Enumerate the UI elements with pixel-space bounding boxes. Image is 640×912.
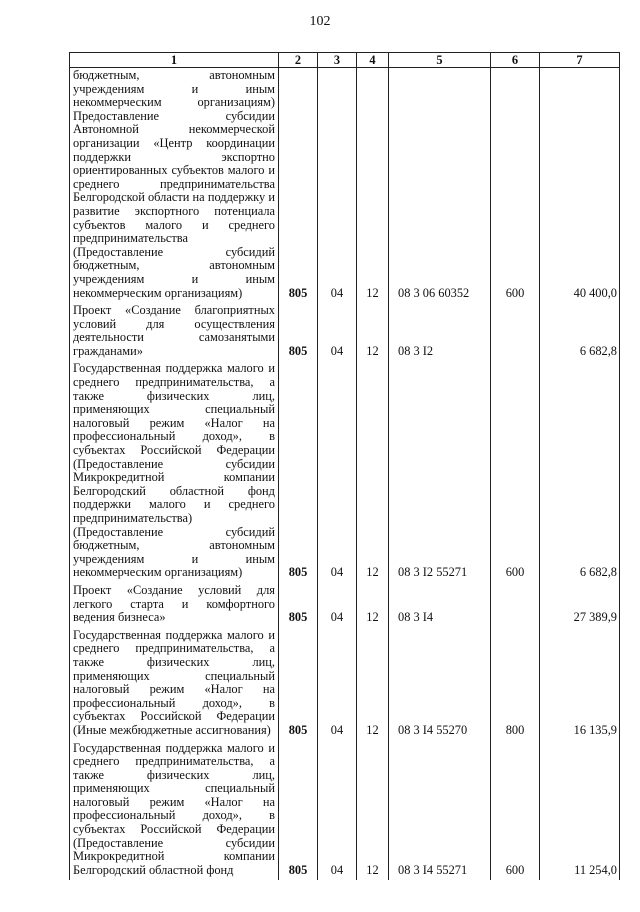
row-amount: 40 400,0 — [540, 68, 620, 304]
table-row — [70, 628, 620, 741]
row-code-ministry: 805 — [279, 361, 318, 583]
column-header-6: 6 — [491, 53, 540, 68]
row-amount: 16 135,9 — [540, 628, 620, 741]
row-name: Проект «Создание условий для легкого старта и комфортного ведения бизнеса» — [70, 583, 279, 628]
table-row — [70, 68, 620, 304]
table-row — [70, 361, 620, 583]
table-row — [70, 583, 620, 628]
row-subsection: 12 — [357, 68, 389, 304]
row-name: Проект «Создание благоприятных условий для осуществления деятельности самозанятыми гражданами» — [70, 303, 279, 361]
row-target-article: 08 3 I4 — [389, 583, 491, 628]
column-header-4: 4 — [357, 53, 389, 68]
row-amount: 27 389,9 — [540, 583, 620, 628]
column-header-2: 2 — [279, 53, 318, 68]
row-section: 04 — [318, 68, 357, 304]
row-subsection: 12 — [357, 361, 389, 583]
row-code-ministry: 805 — [279, 628, 318, 741]
row-amount: 6 682,8 — [540, 303, 620, 361]
column-header-1: 1 — [70, 53, 279, 68]
column-header-7: 7 — [540, 53, 620, 68]
row-expense-type: 600 — [491, 361, 540, 583]
row-code-ministry: 805 — [279, 741, 318, 881]
row-name: бюджетным, автономным учреждениям и иным некоммерческим организациям) Предоставление субсидии Автономной некоммерческой организации «Центр координации поддержки экспортно ориентированных субъектов малого и среднего предпринимательства Белгородской области на поддержку и развитие экспортного потенциала субъектов малого и среднего предпринимательства (Предоставление субсидий бюджетным, автономным учреждениям и иным некоммерческим организациям) — [70, 68, 279, 304]
row-expense-type: 600 — [491, 68, 540, 304]
table-row — [70, 303, 620, 361]
row-subsection: 12 — [357, 628, 389, 741]
row-target-article: 08 3 I4 55270 — [389, 628, 491, 741]
row-section: 04 — [318, 628, 357, 741]
row-target-article: 08 3 I4 55271 — [389, 741, 491, 881]
row-target-article: 08 3 06 60352 — [389, 68, 491, 304]
table-row — [70, 741, 620, 881]
row-section: 04 — [318, 583, 357, 628]
row-expense-type: 800 — [491, 628, 540, 741]
row-expense-type — [491, 303, 540, 361]
row-subsection: 12 — [357, 303, 389, 361]
row-code-ministry: 805 — [279, 68, 318, 304]
column-header-5: 5 — [389, 53, 491, 68]
row-subsection: 12 — [357, 583, 389, 628]
row-target-article: 08 3 I2 55271 — [389, 361, 491, 583]
row-name: Государственная поддержка малого и среднего предпринимательства, а также физических лиц, применяющих специальный налоговый режим «Налог на профессиональный доход», в субъектах Российской Федерации (Предоставление субсидии Микрокредитной компании Белгородский областной фонд поддержки малого и среднего предпринимательства) (Предоставление субсидий бюджетным, автономным учреждениям и иным некоммерческим организациям) — [70, 361, 279, 583]
row-subsection: 12 — [357, 741, 389, 881]
row-section: 04 — [318, 361, 357, 583]
row-amount: 11 254,0 — [540, 741, 620, 881]
row-name: Государственная поддержка малого и среднего предпринимательства, а также физических лиц, применяющих специальный налоговый режим «Налог на профессиональный доход», в субъектах Российской Федерации (Иные межбюджетные ассигнования) — [70, 628, 279, 741]
budget-table — [69, 52, 620, 880]
row-target-article: 08 3 I2 — [389, 303, 491, 361]
row-amount: 6 682,8 — [540, 361, 620, 583]
row-code-ministry: 805 — [279, 303, 318, 361]
row-expense-type — [491, 583, 540, 628]
row-section: 04 — [318, 741, 357, 881]
row-code-ministry: 805 — [279, 583, 318, 628]
row-name: Государственная поддержка малого и среднего предпринимательства, а также физических лиц, применяющих специальный налоговый режим «Налог на профессиональный доход», в субъектах Российской Федерации (Предоставление субсидии Микрокредитной компании Белгородский областной фонд — [70, 741, 279, 881]
row-expense-type: 600 — [491, 741, 540, 881]
column-header-3: 3 — [318, 53, 357, 68]
page-number: 102 — [309, 14, 331, 29]
table-header-row — [70, 53, 620, 68]
row-section: 04 — [318, 303, 357, 361]
